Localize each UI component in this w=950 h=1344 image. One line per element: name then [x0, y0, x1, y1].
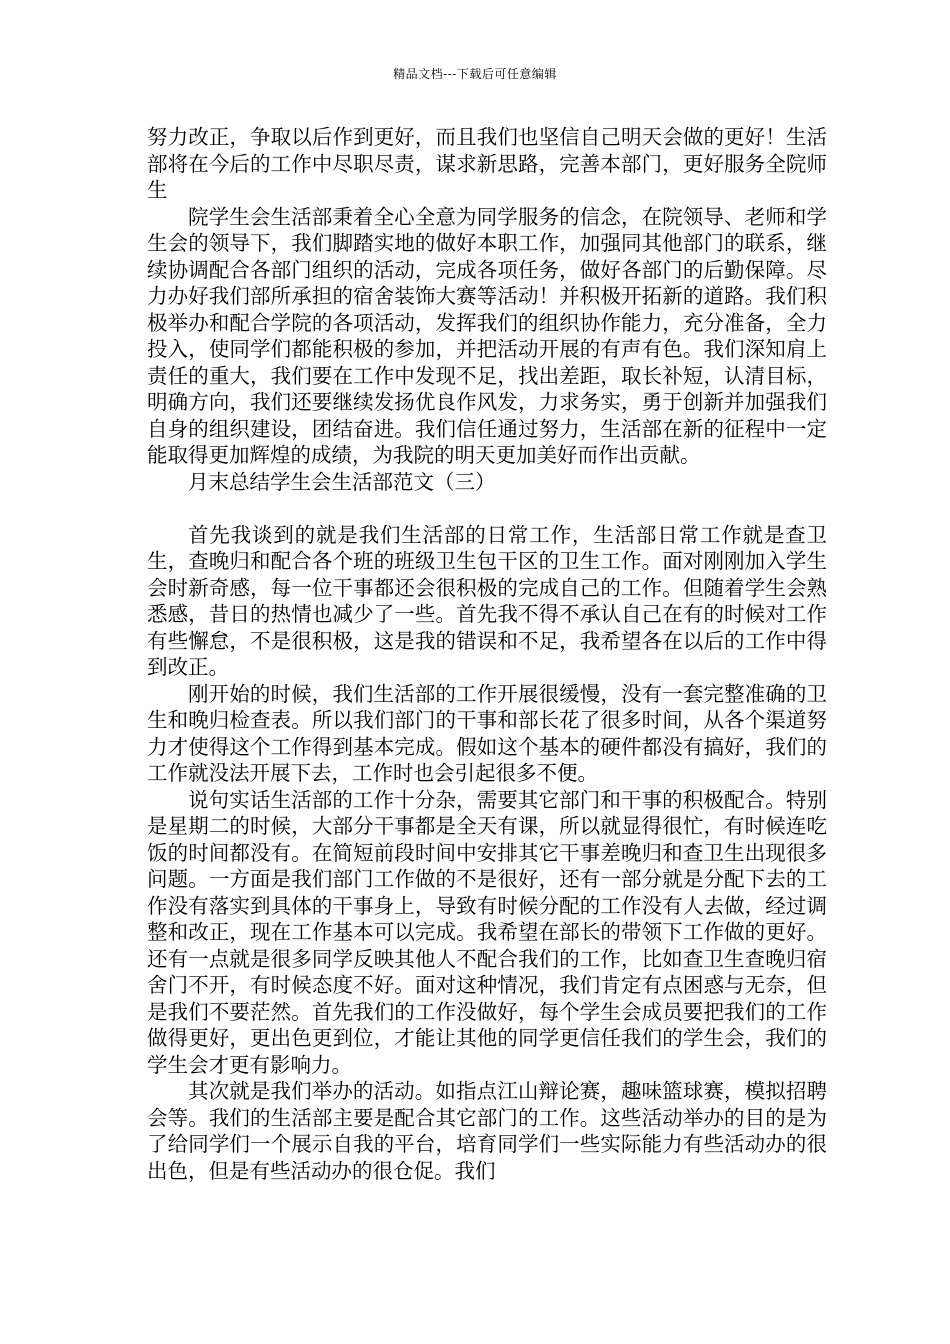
paragraph-life-department-mission: 院学生会生活部秉着全心全意为同学服务的信念，在院领导、老师和学生会的领导下，我们脚踏实地的做好本职工作，加强同其他部门的联系，继续协调配合各部门组织的活动，完成各项任务，做好各部门的后勤保障。尽力办好我们部所承担的宿舍装饰大赛等活动！并积极开拓新的道路。我们积极举办和配合学院的各项活动，发挥我们的组织协作能力，充分准备，全力投入，使同学们都能积极的参加，并把活动开展的有声有色。我们深知肩上责任的重大，我们要在工作中发现不足，找出差距，取长补短，认清目标，明确方向，我们还要继续发扬优良作风发，力求务实，勇于创新并加强我们自身的组织建设，团结奋进。我们信任通过努力，生活部在新的征程中一定能取得更加辉煌的成绩，为我院的明天更加美好而作出贡献。: [147, 204, 827, 467]
paragraph-coordination-issues: 说句实话生活部的工作十分杂，需要其它部门和干事的积极配合。特别是星期二的时候，大部分干事都是全天有课，所以就显得很忙，有时候连吃饭的时间都没有。在简短前段时间中安排其它干事差晚归和查卫生出现很多问题。一方面是我们部门工作做的不是很好，还有一部分就是分配下去的工作没有落实到具体的干事身上，导致有时候分配的工作没有人去做，经过调整和改正，现在工作基本可以完成。我希望在部长的带领下工作做的更好。还有一点就是很多同学反映其他人不配合我们的工作，比如查卫生查晚归宿舍门不开，有时候态度不好。面对这种情况，我们肯定有点困惑与无奈，但是我们不要茫然。首先我们的工作没做好，每个学生会成员要把我们的工作做得更好，更出色更到位，才能让其他的同学更信任我们的学生会，我们的学生会才更有影响力。: [147, 787, 827, 1077]
paragraph-continuation: 努力改正，争取以后作到更好，而且我们也坚信自己明天会做的更好！生活部将在今后的工作中尽职尽责，谋求新思路，完善本部门，更好服务全院师生: [147, 125, 827, 202]
page-header: 精品文档---下载后可任意编辑: [393, 67, 557, 81]
paragraph-daily-work: 首先我谈到的就是我们生活部的日常工作，生活部日常工作就是查卫生，查晚归和配合各个班的班级卫生包干区的卫生工作。面对刚刚加入学生会时新奇感，每一位干事都还会很积极的完成自己的工作。但随着学生会熟悉感，昔日的热情也减少了一些。首先我不得不承认自己在有的时候对工作有些懈怠，不是很积极，这是我的错误和不足，我希望各在以后的工作中得到改正。: [147, 522, 827, 679]
paragraph-early-stage: 刚开始的时候，我们生活部的工作开展很缓慢，没有一套完整准确的卫生和晚归检查表。所以我们部门的干事和部长花了很多时间，从各个渠道努力才使得这个工作得到基本完成。假如这个基本的硬件都没有搞好，我们的工作就没法开展下去，工作时也会引起很多不便。: [147, 681, 827, 785]
section-heading: 月末总结学生会生活部范文（三）: [188, 469, 496, 494]
paragraph-activities: 其次就是我们举办的活动。如指点江山辩论赛，趣味篮球赛，模拟招聘会等。我们的生活部主要是配合其它部门的工作。这些活动举办的目的是为了给同学们一个展示自我的平台，培育同学们一些实际能力有些活动办的很出色，但是有些活动办的很仓促。我们: [147, 1079, 827, 1183]
document-body: [147, 124, 827, 1184]
